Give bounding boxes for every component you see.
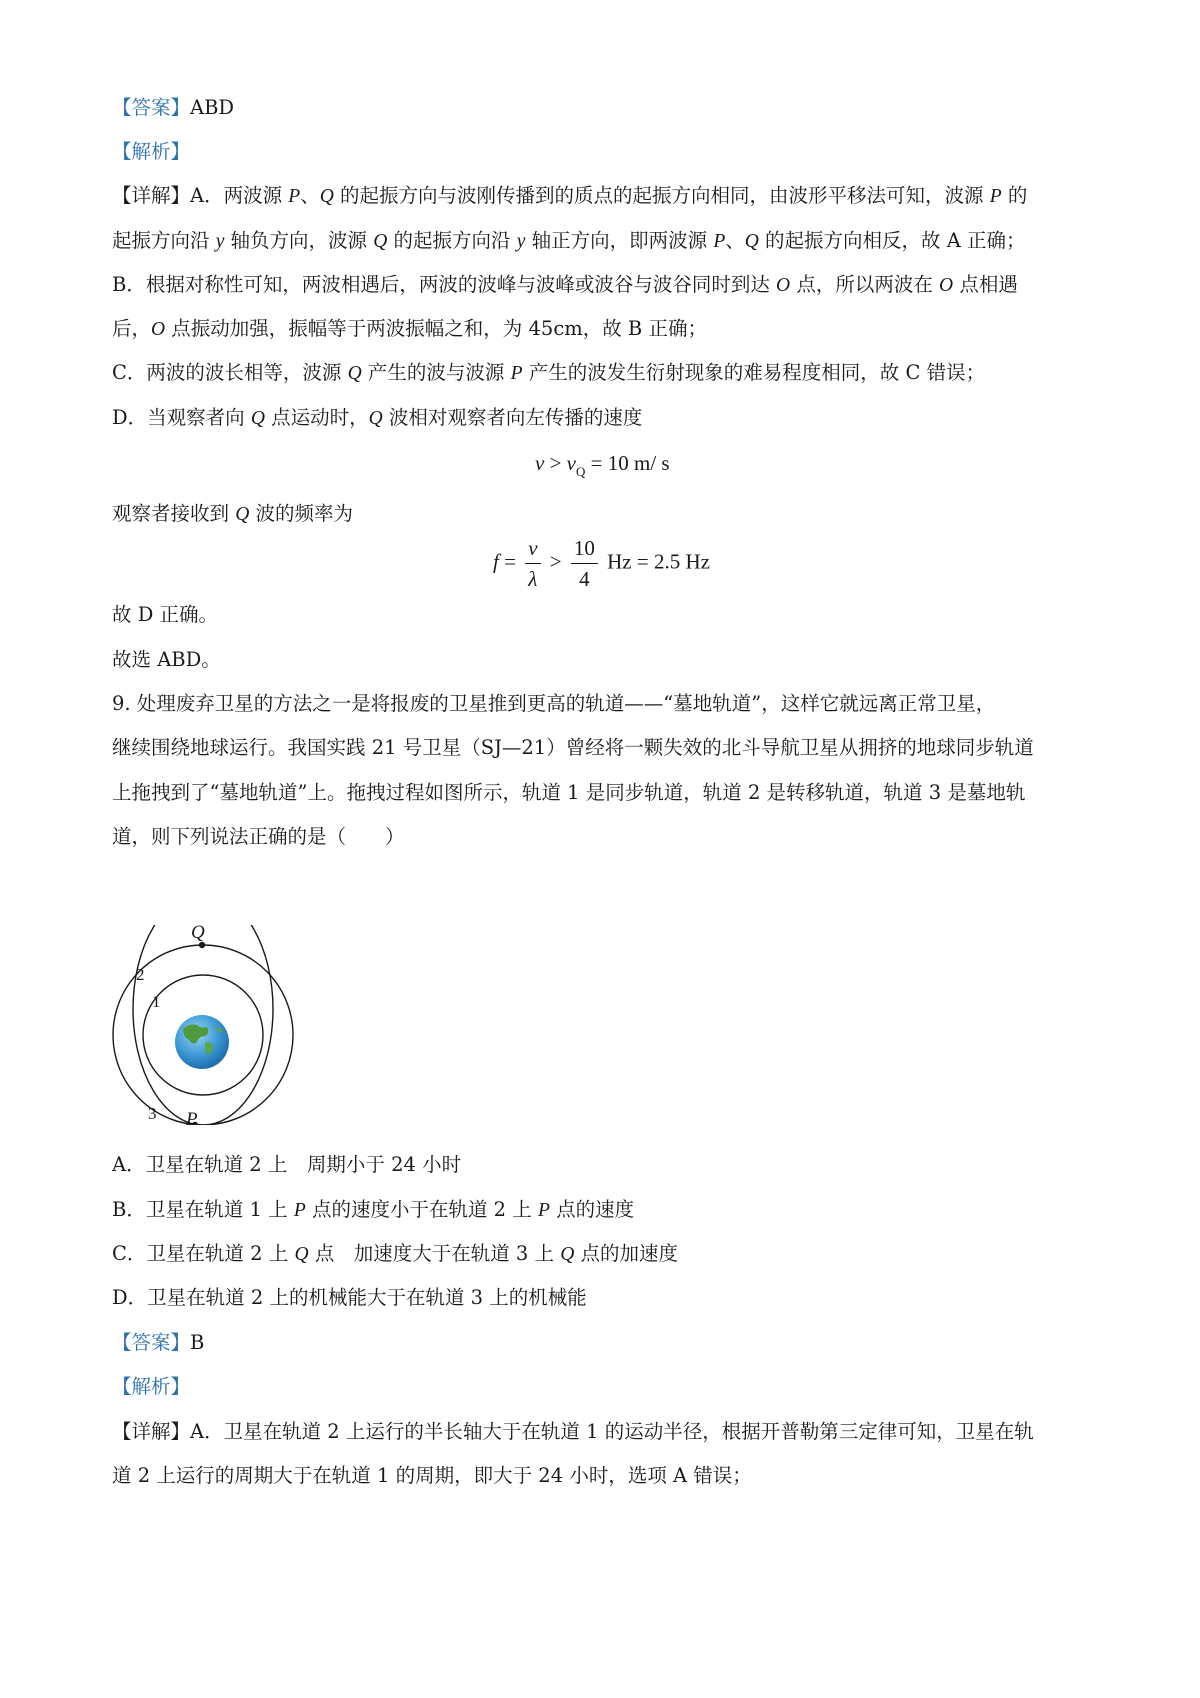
eq2-num1: v bbox=[528, 536, 538, 560]
q9-answer-tag: 【答案】 bbox=[112, 1331, 191, 1354]
text-run: 观察者接收到 bbox=[112, 502, 236, 525]
variable-symbol: P bbox=[713, 231, 726, 252]
text-run: 的起振方向相反，故 A 正确； bbox=[758, 229, 1026, 252]
q9-stem-line-4: 道，则下列说法正确的是（ ） bbox=[112, 825, 405, 848]
variable-symbol: Q bbox=[560, 1244, 575, 1265]
equation-frequency bbox=[493, 533, 710, 594]
text-run: B．卫星在轨道 1 上 bbox=[112, 1198, 294, 1221]
text-run: 点相遇 bbox=[953, 273, 1018, 296]
q9-detail-line-2: 道 2 上运行的周期大于在轨道 1 的周期，即大于 24 小时，选项 A 错误； bbox=[112, 1464, 752, 1487]
q9-analysis-heading bbox=[112, 1372, 1102, 1402]
eq2-den1: λ bbox=[528, 567, 538, 591]
text-run: 点，所以两波在 bbox=[790, 273, 940, 296]
label-Q: Q bbox=[191, 925, 205, 943]
text-run: 后， bbox=[112, 317, 152, 340]
eq2-num2: 10 bbox=[571, 533, 598, 564]
text-run: B．根据对称性可知，两波相遇后，两波的波峰与波峰或波谷与波谷同时到达 bbox=[112, 273, 777, 296]
q9-option-A: A．卫星在轨道 2 上 周期小于 24 小时 bbox=[112, 1153, 462, 1176]
variable-symbol: Q bbox=[368, 408, 383, 429]
eq2-equals: = bbox=[498, 549, 522, 574]
text-run: 波相对观察者向左传播的速度 bbox=[382, 406, 643, 429]
detail-D-line bbox=[112, 403, 1102, 434]
observer-line bbox=[112, 499, 1102, 530]
label-3: 3 bbox=[148, 1104, 157, 1123]
detail-tag: 【详解】 bbox=[112, 184, 191, 207]
q9-option-D: D．卫星在轨道 2 上的机械能大于在轨道 3 上的机械能 bbox=[112, 1286, 587, 1309]
variable-symbol: Q bbox=[235, 504, 250, 525]
q9-option-C bbox=[112, 1239, 1102, 1270]
text-run: D．当观察者向 bbox=[112, 406, 251, 429]
q9-stem-line-2: 继续围绕地球运行。我国实践 21 号卫星（SJ—21）曾经将一颗失效的北斗导航卫星从拥挤的地球同步轨道 bbox=[112, 736, 1034, 759]
text-run: 的起振方向与波刚传播到的质点的起振方向相同，由波形平移法可知，波源 bbox=[333, 184, 990, 207]
text-run: 点振动加强，振幅等于两波振幅之和，为 45cm，故 B 正确； bbox=[165, 317, 707, 340]
text-run: 点运动时， bbox=[264, 406, 369, 429]
text-run: 轴负方向，波源 bbox=[224, 229, 374, 252]
detail-A-line-2 bbox=[112, 226, 1102, 257]
text-run: 点的速度小于在轨道 2 上 bbox=[305, 1198, 538, 1221]
detail-A-text-1 bbox=[190, 184, 1027, 207]
variable-symbol: P bbox=[989, 186, 1002, 207]
variable-symbol: P bbox=[510, 363, 523, 384]
q9-answer-line bbox=[112, 1328, 1102, 1358]
text-run: 点的速度 bbox=[549, 1198, 635, 1221]
orbit-figure bbox=[105, 925, 305, 1125]
variable-symbol: P bbox=[288, 186, 301, 207]
variable-symbol: Q bbox=[373, 231, 388, 252]
variable-symbol: O bbox=[151, 319, 166, 340]
variable-symbol: P bbox=[537, 1200, 550, 1221]
eq1-sub: Q bbox=[576, 464, 586, 479]
text-run: 轴正方向，即两波源 bbox=[525, 229, 714, 252]
text-run: C．卫星在轨道 2 上 bbox=[112, 1242, 295, 1265]
text-run: 波的频率为 bbox=[249, 502, 353, 525]
eq2-rest: Hz = 2.5 Hz bbox=[601, 549, 710, 574]
answer-tag: 【答案】 bbox=[112, 96, 191, 119]
q9-stem-line-1: 9. 处理废弃卫星的方法之一是将报废的卫星推到更高的轨道——“墓地轨道”，这样它就远离正常卫星， bbox=[112, 692, 996, 715]
q9-detail-tag: 【详解】 bbox=[112, 1420, 191, 1443]
detail-B-line-1 bbox=[112, 270, 1102, 301]
q9-detail-text-1: A．卫星在轨道 2 上运行的半长轴大于在轨道 1 的运动半径，根据开普勒第三定律可知，卫星在轨 bbox=[190, 1420, 1034, 1443]
d-correct-line: 故 D 正确。 bbox=[112, 603, 219, 626]
variable-symbol: Q bbox=[319, 186, 334, 207]
detail-C-line bbox=[112, 358, 1102, 389]
variable-symbol: O bbox=[776, 275, 791, 296]
eq2-f: f bbox=[493, 549, 499, 574]
analysis-tag: 【解析】 bbox=[112, 140, 191, 163]
eq1-v2: v bbox=[566, 451, 576, 475]
variable-symbol: y bbox=[215, 231, 225, 252]
q9-detail-line-1 bbox=[112, 1417, 1102, 1447]
eq2-frac-2 bbox=[571, 533, 598, 594]
q9-analysis-tag: 【解析】 bbox=[112, 1375, 191, 1398]
eq1-rest: = 10 m/ s bbox=[585, 451, 670, 475]
variable-symbol: Q bbox=[347, 363, 362, 384]
equation-velocity bbox=[535, 451, 670, 480]
q9-option-B bbox=[112, 1195, 1102, 1226]
analysis-heading-1 bbox=[112, 137, 1102, 167]
text-run: 起振方向沿 bbox=[112, 229, 216, 252]
earth-icon bbox=[175, 1015, 229, 1069]
eq2-gt: > bbox=[544, 549, 567, 574]
text-run: A．两波源 bbox=[190, 184, 289, 207]
text-run: 产生的波发生衍射现象的难易程度相同，故 C 错误； bbox=[522, 361, 986, 384]
text-run: 、 bbox=[300, 184, 320, 207]
text-run: 的起振方向沿 bbox=[387, 229, 517, 252]
label-2: 2 bbox=[136, 965, 145, 984]
answer-value: ABD bbox=[190, 96, 235, 119]
eq2-den2: 4 bbox=[579, 567, 590, 591]
text-run: 产生的波与波源 bbox=[361, 361, 511, 384]
detail-A-line-1 bbox=[112, 181, 1102, 212]
variable-symbol: Q bbox=[250, 408, 265, 429]
answer-line-1 bbox=[112, 93, 1102, 123]
text-run: C．两波的波长相等，波源 bbox=[112, 361, 348, 384]
variable-symbol: y bbox=[516, 231, 526, 252]
text-run: 点的加速度 bbox=[574, 1242, 679, 1265]
detail-B-line-2 bbox=[112, 314, 1102, 345]
choose-line-1: 故选 ABD。 bbox=[112, 648, 221, 671]
label-P: P bbox=[186, 1109, 198, 1125]
variable-symbol: P bbox=[293, 1200, 306, 1221]
label-1: 1 bbox=[152, 992, 161, 1011]
text-run: 点 加速度大于在轨道 3 上 bbox=[308, 1242, 561, 1265]
text-run: 、 bbox=[725, 229, 745, 252]
q9-stem-line-3: 上拖拽到了“墓地轨道”上。拖拽过程如图所示，轨道 1 是同步轨道，轨道 2 是转移轨道，轨道 3 是墓地轨 bbox=[112, 781, 1026, 804]
variable-symbol: Q bbox=[744, 231, 759, 252]
eq2-frac-1 bbox=[525, 533, 540, 594]
text-run: 的 bbox=[1001, 184, 1028, 207]
variable-symbol: Q bbox=[294, 1244, 309, 1265]
eq1-gt: > bbox=[544, 451, 567, 475]
q9-answer-value: B bbox=[190, 1331, 205, 1354]
eq1-v: v bbox=[535, 451, 545, 475]
variable-symbol: O bbox=[939, 275, 954, 296]
